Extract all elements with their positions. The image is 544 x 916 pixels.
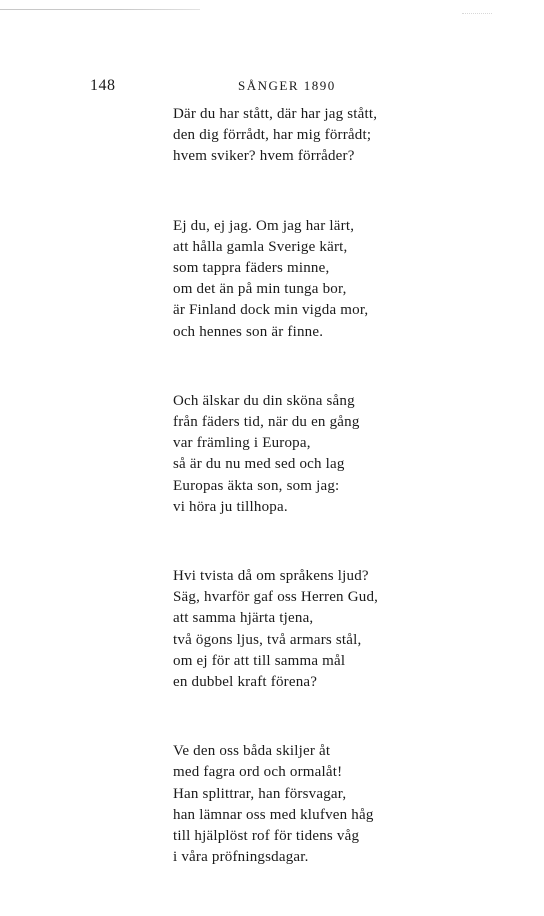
stanza-3 (173, 391, 523, 518)
poem-line: han lämnar oss med klufven håg (173, 806, 374, 823)
running-head: SÅNGER 1890 (238, 78, 336, 93)
poem-line: att hålla gamla Sverige kärt, (173, 238, 348, 255)
poem-line: hvem sviker? hvem förråder? (173, 148, 355, 165)
page-number: 148 (90, 77, 116, 94)
poem-line: var främling i Europa, (173, 435, 311, 452)
poem-line: Säg, hvarför gaf oss Herren Gud, (173, 589, 379, 606)
poem-line: två ögons ljus, två armars stål, (173, 631, 362, 648)
poem-line: Och älskar du din sköna sång (173, 392, 355, 409)
poem-line: vi höra ju tillhopa. (173, 498, 288, 515)
poem-line: som tappra fäders minne, (173, 260, 330, 277)
poem-line: en dubbel kraft förena? (173, 674, 318, 691)
poem-line: Ve den oss båda skiljer åt (173, 743, 331, 760)
stanza-4 (173, 566, 523, 693)
scan-edge-dots (462, 13, 492, 15)
poem-line: från fäders tid, när du en gång (173, 414, 360, 431)
poem-line: om ej för att till samma mål (173, 652, 346, 669)
poem-line: i våra pröfningsdagar. (173, 849, 309, 866)
poem-line: den dig förrådt, har mig förrådt; (173, 127, 372, 144)
poem-line: Europas äkta son, som jag: (173, 477, 340, 494)
scan-edge-line (0, 9, 200, 10)
poem-line: Han splittrar, han försvagar, (173, 785, 347, 802)
poem-line: till hjälplöst rof för tidens våg (173, 828, 360, 845)
poem (173, 104, 523, 916)
poem-line: är Finland dock min vigda mor, (173, 302, 369, 319)
poem-line: att samma hjärta tjena, (173, 610, 314, 627)
stanza-5 (173, 741, 523, 868)
stanza-1 (173, 104, 523, 168)
poem-line: om det än på min tunga bor, (173, 281, 347, 298)
poem-line: Ej du, ej jag. Om jag har lärt, (173, 217, 355, 234)
poem-line: och hennes son är finne. (173, 323, 324, 340)
stanza-2 (173, 216, 523, 343)
poem-line: Hvi tvista då om språkens ljud? (173, 568, 369, 585)
poem-line: med fagra ord och ormalåt! (173, 764, 343, 781)
poem-line: så är du nu med sed och lag (173, 456, 345, 473)
poem-line: Där du har stått, där har jag stått, (173, 106, 378, 122)
